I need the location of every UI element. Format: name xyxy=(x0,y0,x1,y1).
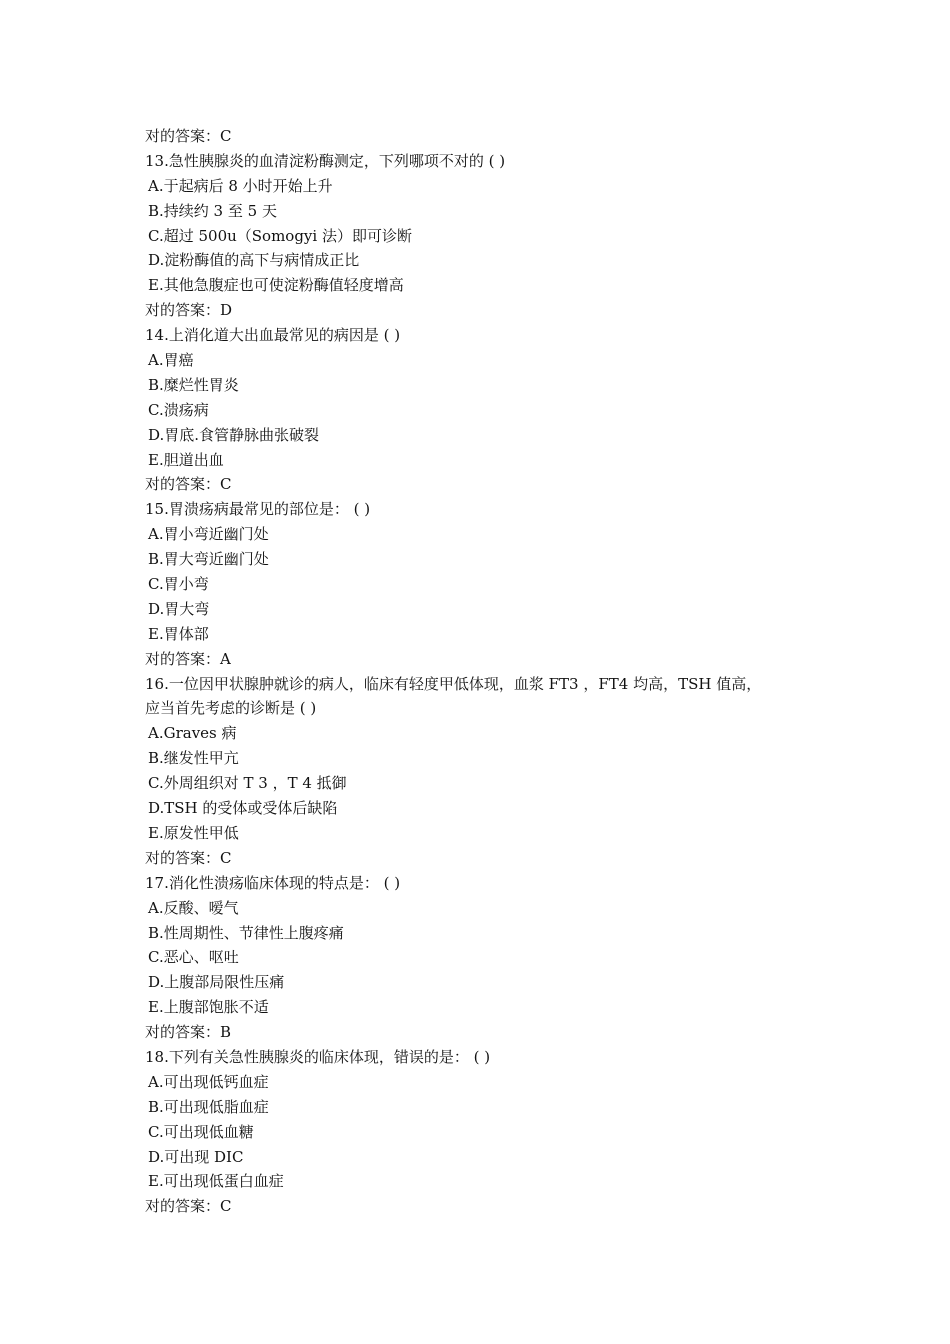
document-body xyxy=(145,124,825,1219)
question-text: 18.下列有关急性胰腺炎的临床体现，错误的是： ( ) xyxy=(145,1047,491,1066)
answer-line: 对的答案：C xyxy=(145,848,232,867)
question-text: 16.一位因甲状腺肿就诊的病人，临床有轻度甲低体现，血浆 FT3 ，FT4 均高，TSH 值高， xyxy=(145,674,762,693)
option-c: C.可出现低血糖 xyxy=(148,1122,254,1141)
option-e: E.可出现低蛋白血症 xyxy=(148,1172,284,1191)
option-a: A.反酸、嗳气 xyxy=(148,898,239,917)
option-e: E.原发性甲低 xyxy=(148,823,239,842)
option-c: C.溃疡病 xyxy=(148,400,209,419)
option-a: A.胃小弯近幽门处 xyxy=(148,525,269,544)
answer-line: 对的答案：C xyxy=(145,127,232,145)
option-d: D.胃大弯 xyxy=(148,599,210,618)
option-e: E.其他急腹症也可使淀粉酶值轻度增高 xyxy=(148,276,404,295)
option-b: B.可出现低脂血症 xyxy=(148,1097,269,1116)
option-a: A.胃癌 xyxy=(148,351,194,370)
answer-line: 对的答案：B xyxy=(145,1023,232,1042)
question-text: 14.上消化道大出血最常见的病因是 ( ) xyxy=(145,326,401,345)
option-e: E.胆道出血 xyxy=(148,450,224,469)
answer-line: 对的答案：D xyxy=(145,301,233,320)
question-text: 13.急性胰腺炎的血清淀粉酶测定，下列哪项不对的 ( ) xyxy=(145,151,506,170)
option-b: B.胃大弯近幽门处 xyxy=(148,550,269,569)
option-b: B.糜烂性胃炎 xyxy=(148,375,239,394)
answer-line: 对的答案：C xyxy=(145,1197,232,1216)
option-b: B.性周期性、节律性上腹疼痛 xyxy=(148,923,344,942)
option-a: A.可出现低钙血症 xyxy=(148,1072,269,1091)
option-b: B.继发性甲亢 xyxy=(148,749,239,768)
option-e: E.胃体部 xyxy=(148,624,209,643)
option-e: E.上腹部饱胀不适 xyxy=(148,998,269,1017)
option-d: D.可出现 DIC xyxy=(148,1147,244,1166)
question-text-continued: 应当首先考虑的诊断是 ( ) xyxy=(145,699,317,718)
answer-line: 对的答案：C xyxy=(145,475,232,494)
question-text: 15.胃溃疡病最常见的部位是： ( ) xyxy=(145,500,371,519)
option-d: D.TSH 的受体或受体后缺陷 xyxy=(148,799,338,818)
option-c: C.胃小弯 xyxy=(148,575,209,594)
question-text: 17.消化性溃疡临床体现的特点是： ( ) xyxy=(145,873,401,892)
option-d: D.淀粉酶值的高下与病情成正比 xyxy=(148,251,360,270)
option-b: B.持续约 3 至 5 天 xyxy=(148,201,277,220)
option-c: C.外周组织对 T 3 ，T 4 抵御 xyxy=(148,774,347,793)
option-d: D.上腹部局限性压痛 xyxy=(148,973,285,992)
option-c: C.恶心、呕吐 xyxy=(148,948,239,967)
option-d: D.胃底.食管静脉曲张破裂 xyxy=(148,425,320,444)
option-c: C.超过 500u（Somogyi 法）即可诊断 xyxy=(148,226,412,245)
answer-line: 对的答案：A xyxy=(145,649,231,668)
option-a: A.于起病后 8 小时开始上升 xyxy=(148,176,333,195)
option-a: A.Graves 病 xyxy=(148,724,237,743)
